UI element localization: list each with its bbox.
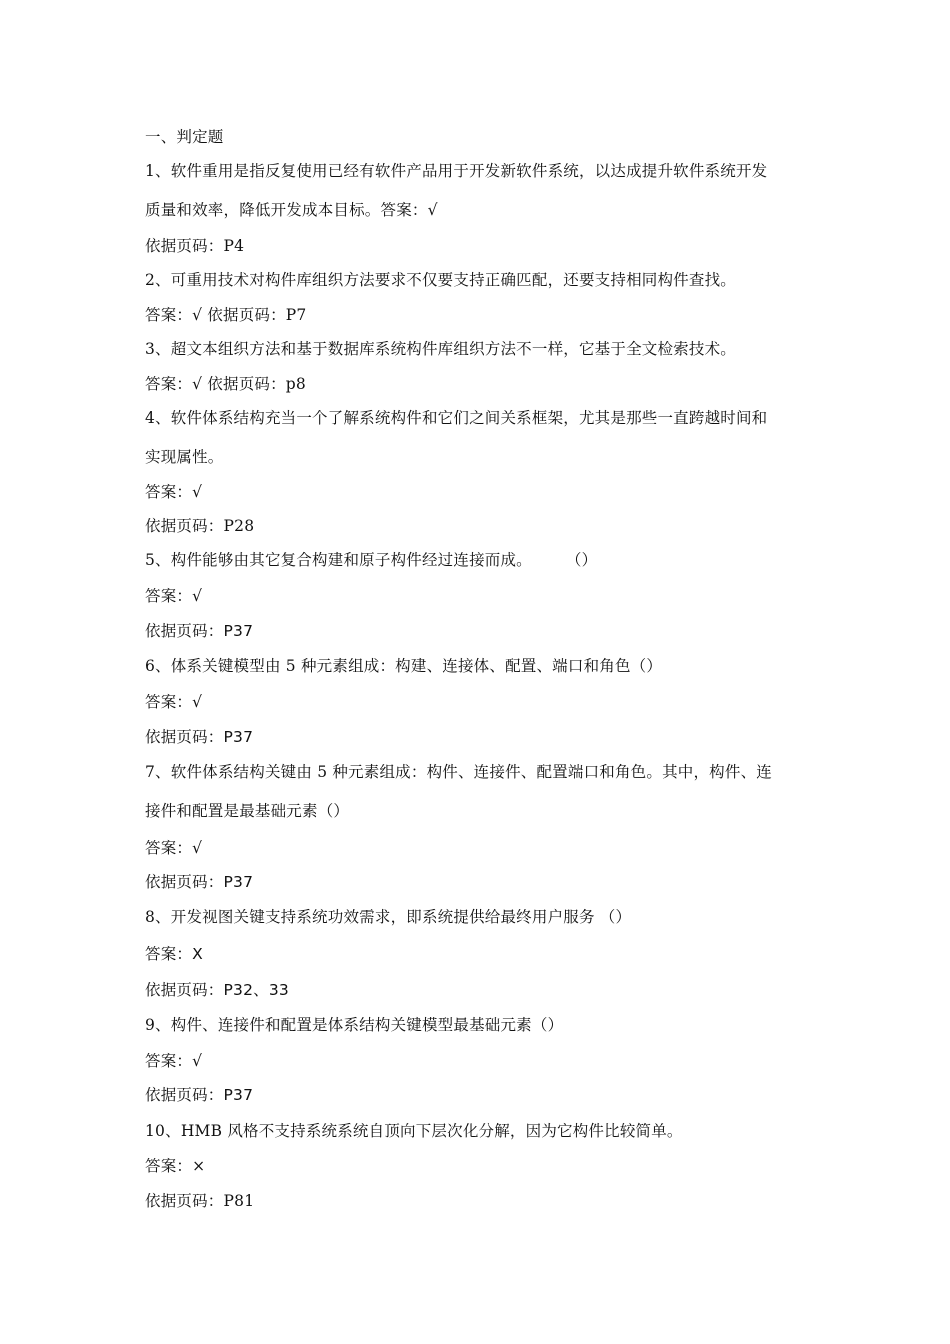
q9-text: 9、构件、连接件和配置是体系结构关键模型最基础元素（） bbox=[145, 1016, 564, 1034]
q10-page: 依据页码：P81 bbox=[145, 1192, 255, 1210]
q9-page: 依据页码：P37 bbox=[145, 1086, 254, 1104]
q4-text-line1: 4、软件体系结构充当一个了解系统构件和它们之间关系框架，尤其是那些一直跨越时间和 bbox=[145, 409, 768, 427]
q4-page: 依据页码：P28 bbox=[145, 517, 255, 535]
q1-text-line2: 质量和效率，降低开发成本目标。答案：√ bbox=[145, 201, 438, 219]
q7-answer: 答案：√ bbox=[145, 839, 203, 857]
q2-answer-page: 答案：√ 依据页码：P7 bbox=[145, 306, 307, 324]
q5-question: 5、构件能够由其它复合构建和原子构件经过连接而成。 bbox=[145, 551, 532, 569]
q6-text: 6、体系关键模型由 5 种元素组成：构建、连接体、配置、端口和角色（） bbox=[145, 657, 663, 675]
q7-text-line2: 接件和配置是最基础元素（） bbox=[145, 802, 350, 820]
q3-answer-page: 答案：√ 依据页码：p8 bbox=[145, 375, 306, 393]
q1-page: 依据页码：P4 bbox=[145, 237, 245, 255]
q8-answer: 答案：X bbox=[145, 945, 203, 963]
q5-paren: （） bbox=[565, 551, 598, 569]
q3-text: 3、超文本组织方法和基于数据库系统构件库组织方法不一样，它基于全文检索技术。 bbox=[145, 340, 736, 358]
q10-text: 10、HMB 风格不支持系统系统自顶向下层次化分解，因为它构件比较简单。 bbox=[145, 1122, 683, 1140]
q5-text bbox=[145, 550, 825, 570]
q1-text-line1: 1、软件重用是指反复使用已经有软件产品用于开发新软件系统，以达成提升软件系统开发 bbox=[145, 162, 768, 180]
q8-page: 依据页码：P32、33 bbox=[145, 981, 289, 999]
q5-answer: 答案：√ bbox=[145, 587, 203, 605]
section-title: 一、判定题 bbox=[145, 128, 224, 146]
q7-text-line1: 7、软件体系结构关键由 5 种元素组成：构件、连接件、配置端口和角色。其中，构件、连 bbox=[145, 763, 772, 781]
q4-answer: 答案：√ bbox=[145, 483, 203, 501]
q7-page: 依据页码：P37 bbox=[145, 873, 254, 891]
q8-text: 8、开发视图关键支持系统功效需求，即系统提供给最终用户服务 （） bbox=[145, 908, 632, 926]
q5-page: 依据页码：P37 bbox=[145, 622, 254, 640]
q6-page: 依据页码：P37 bbox=[145, 728, 254, 746]
q2-text: 2、可重用技术对构件库组织方法要求不仅要支持正确匹配，还要支持相同构件查找。 bbox=[145, 271, 736, 289]
q10-answer: 答案：× bbox=[145, 1157, 206, 1175]
q9-answer: 答案：√ bbox=[145, 1052, 203, 1070]
q6-answer: 答案：√ bbox=[145, 693, 203, 711]
q4-text-line2: 实现属性。 bbox=[145, 448, 224, 466]
